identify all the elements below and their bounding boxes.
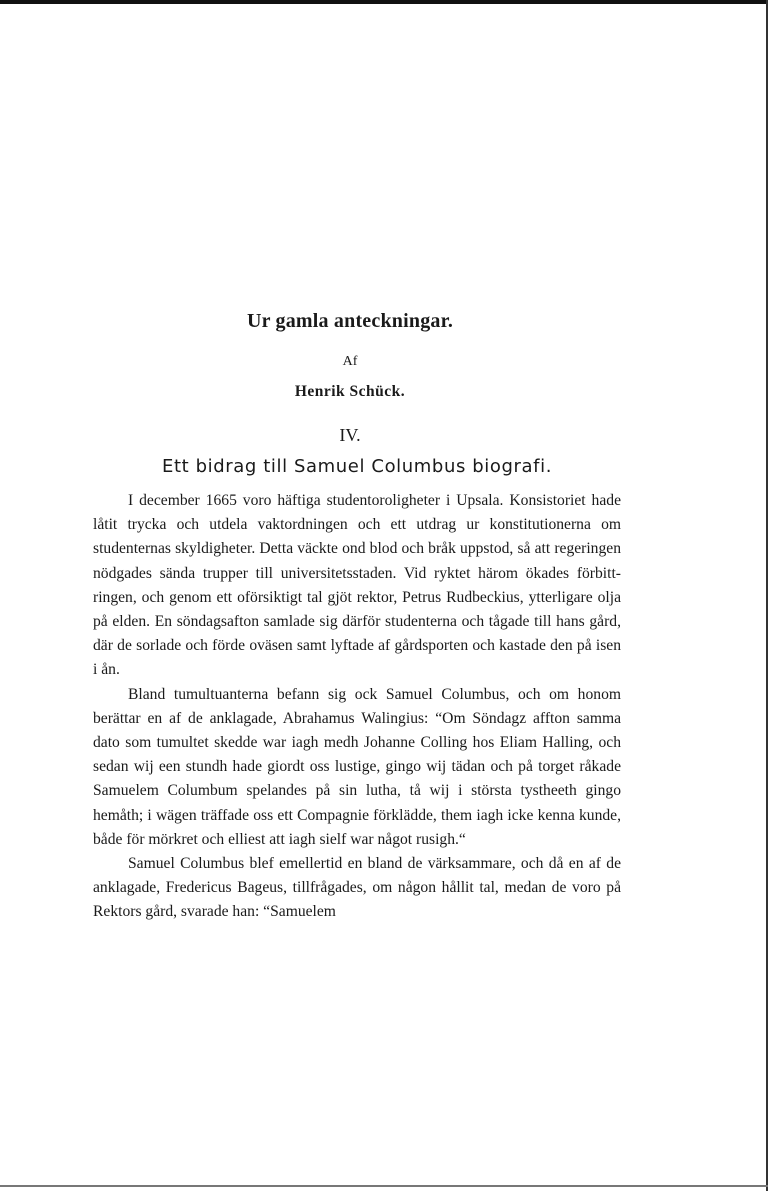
part-number: IV. xyxy=(339,425,361,445)
scan-bottom-border xyxy=(0,1185,768,1187)
body-text xyxy=(93,489,621,925)
section-subtitle: Ett bidrag till Samuel Columbus biografi. xyxy=(161,456,553,477)
paragraph: I december 1665 voro häftiga studentoroligheter i Upsala. Konsistoriet hade låtit trycka och utdela vaktordningen och ett utdrag ur konstitutionerna om studenternas skyldigheter. Detta väckte ond blod och bråk uppstod, så att regeringen nödgades sända trupper till universitetsstaden. Vid ryktet härom ökades förbittringen, och genom ett oförsiktigt tal gjöt rektor, Petrus Rudbeckius, ytterligare olja på elden. En söndagsafton samlade sig därför studenterna och tågade till hans gård, där de sorlade och förde oväsen samt lyftade af gårdsporten och kastade den på isen i ån. xyxy=(93,492,621,679)
paragraph: Bland tumultuanterna befann sig ock Samuel Columbus, och om honom berättar en af de anklagade, Abrahamus Walingius: “Om Söndagz affton samma dato som tumultet skedde war iagh medh Johanne Colling hos Eliam Halling, och sedan wij een stundh hade giordt oss lustige, gingo wij tädan och på torget råkade Samuelem Columbum spelandes på sin lutha, tå wij i största tystheeth gingo hemåth; i wägen träffade oss ett Compagnie förklädde, them iagh icke kenna kunde, både för mörkret och elliest att iagh sielf war något rusigh.“ xyxy=(93,685,621,848)
scan-top-border xyxy=(0,0,768,4)
article-title: Ur gamla anteckningar. xyxy=(246,310,454,332)
author-name: Henrik Schück. xyxy=(294,383,406,400)
byline-af: Af xyxy=(342,354,358,369)
paragraph: Samuel Columbus blef emellertid en bland de värksammare, och då en af de anklagade, Fredericus Bageus, tillfrågades, om någon hållit tal, medan de voro på Rektors gård, svarade han: “Samuelem xyxy=(93,855,621,921)
